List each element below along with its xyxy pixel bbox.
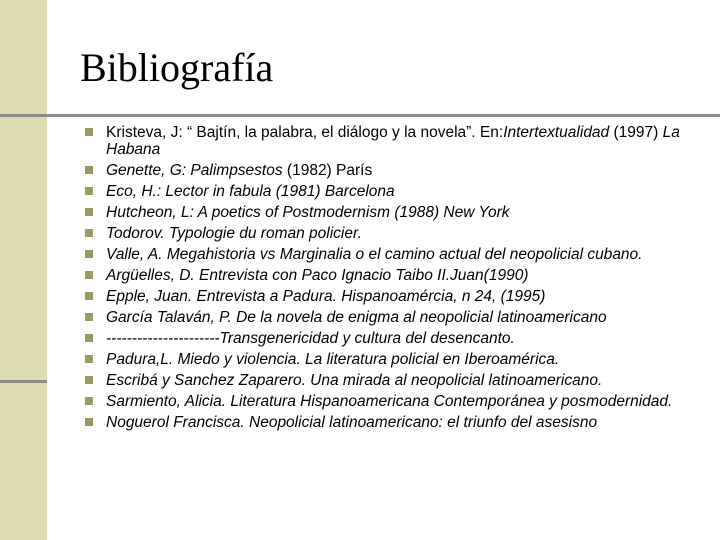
- bibliography-entry: [84, 162, 714, 179]
- bibliography-entry: [84, 414, 714, 431]
- entry-text-segment: Genette, G: Palimpsestos: [106, 162, 283, 179]
- bibliography-entry-text: [106, 288, 545, 305]
- square-bullet-icon: [85, 128, 93, 136]
- entry-text-segment: Epple, Juan. Entrevista a Padura. Hispanoamércia, n 24, (1995): [106, 288, 546, 305]
- bibliography-entry-text: [106, 393, 672, 410]
- entry-text-segment: Hutcheon, L: A poetics of Postmodernism (1988) New York: [106, 204, 510, 221]
- entry-text-segment: (1982) París: [282, 162, 373, 179]
- entry-text-segment: Escribá y Sanchez Zaparero. Una mirada al neopolicial latinoamericano.: [106, 372, 603, 389]
- bibliography-list: [84, 124, 714, 435]
- entry-text-segment: Argüelles, D. Entrevista con Paco Ignacio Taibo II.Juan(1990): [106, 267, 529, 284]
- bibliography-entry-text: [106, 351, 559, 368]
- square-bullet-icon: [85, 355, 93, 363]
- bibliography-entry-text: [106, 162, 372, 179]
- entry-text-segment: Kristeva, J: “ Bajtín, la palabra, el diálogo y la novela”. En:: [106, 124, 504, 141]
- bibliography-entry-text: [106, 372, 602, 389]
- entry-text-segment: Sarmiento, Alicia. Literatura Hispanoamericana Contemporánea y posmodernidad.: [106, 393, 673, 410]
- entry-text-segment: Padura,L. Miedo y violencia. La literatura policial en Iberoamérica.: [106, 351, 560, 368]
- entry-text-segment: Todorov. Typologie du roman policier.: [106, 225, 362, 242]
- bibliography-entry-text: [106, 225, 362, 242]
- bibliography-entry: [84, 124, 714, 158]
- bibliography-entry: [84, 372, 714, 389]
- bibliography-entry: [84, 288, 714, 305]
- square-bullet-icon: [85, 250, 93, 258]
- title-rule: [0, 114, 720, 117]
- square-bullet-icon: [85, 208, 93, 216]
- entry-text-segment: Intertextualidad: [503, 124, 610, 141]
- entry-text-segment: ----------------------Transgenericidad y cultura del desencanto.: [106, 330, 515, 347]
- bibliography-entry-text: [106, 414, 597, 431]
- bibliography-entry-text: [106, 309, 607, 326]
- square-bullet-icon: [85, 229, 93, 237]
- square-bullet-icon: [85, 334, 93, 342]
- entry-text-segment: (1997): [609, 124, 663, 141]
- left-band-divider: [0, 380, 47, 383]
- bibliography-entry: [84, 330, 714, 347]
- bibliography-entry: [84, 204, 714, 221]
- square-bullet-icon: [85, 292, 93, 300]
- bibliography-entry: [84, 246, 714, 263]
- square-bullet-icon: [85, 397, 93, 405]
- bibliography-entry-text: [106, 124, 680, 158]
- bibliography-entry: [84, 183, 714, 200]
- bibliography-entry: [84, 309, 714, 326]
- slide-title: Bibliografía: [80, 45, 274, 90]
- bibliography-entry-text: [106, 246, 642, 263]
- square-bullet-icon: [85, 166, 93, 174]
- left-decorative-band: [0, 0, 47, 540]
- bibliography-entry: [84, 225, 714, 242]
- bibliography-entry: [84, 351, 714, 368]
- square-bullet-icon: [85, 376, 93, 384]
- entry-text-segment: Valle, A. Megahistoria vs Marginalia o el camino actual del neopolicial cubano.: [106, 246, 643, 263]
- entry-text-segment: Eco, H.: Lector in fabula (1981) Barcelona: [106, 183, 395, 200]
- bibliography-entry-text: [106, 183, 395, 200]
- bibliography-entry: [84, 393, 714, 410]
- bibliography-entry-text: [106, 267, 528, 284]
- bibliography-entry: [84, 267, 714, 284]
- bibliography-entry-text: [106, 330, 515, 347]
- bibliography-entry-text: [106, 204, 509, 221]
- square-bullet-icon: [85, 418, 93, 426]
- entry-text-segment: Noguerol Francisca. Neopolicial latinoamericano: el triunfo del asesisno: [106, 414, 598, 431]
- square-bullet-icon: [85, 187, 93, 195]
- square-bullet-icon: [85, 271, 93, 279]
- entry-text-segment: La Habana: [106, 124, 680, 158]
- square-bullet-icon: [85, 313, 93, 321]
- entry-text-segment: García Talaván, P. De la novela de enigma al neopolicial latinoamericano: [106, 309, 607, 326]
